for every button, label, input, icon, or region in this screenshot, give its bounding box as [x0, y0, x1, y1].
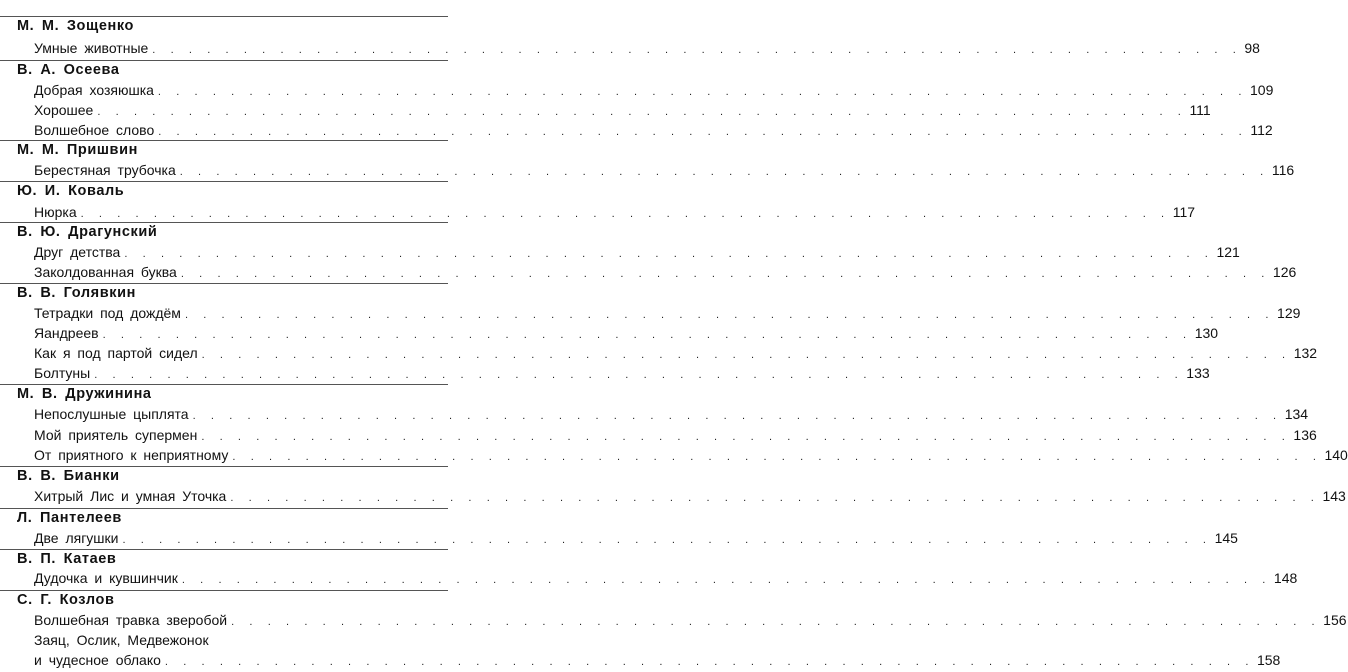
entry-title: Хитрый Лис и умная Уточка	[34, 488, 227, 504]
entry-title: Берестяная трубочка	[34, 162, 176, 178]
entry-title: Непослушные цыплята	[34, 406, 189, 422]
dot-leader	[230, 488, 1318, 508]
cut-off-row	[34, 650, 1281, 668]
entry-title: От приятного к неприятному	[34, 447, 229, 463]
entry-page: 116	[1271, 162, 1295, 178]
dot-leader	[202, 345, 1290, 365]
entry-page: 126	[1272, 264, 1297, 280]
entry-page: 130	[1194, 325, 1219, 341]
toc-entry[interactable]	[34, 160, 1295, 180]
entry-page: 140	[1324, 447, 1348, 463]
entry-title: и чудесное облако	[34, 652, 161, 668]
dot-leader	[181, 264, 1269, 284]
dot-leader	[97, 102, 1185, 122]
entry-page: 158	[1256, 652, 1281, 668]
dot-leader	[185, 305, 1273, 325]
dot-leader	[158, 122, 1246, 142]
toc-entry[interactable]	[34, 303, 1301, 323]
toc-entry[interactable]	[34, 100, 1211, 120]
entry-title: Тетрадки под дождём	[34, 305, 181, 321]
dot-leader	[103, 325, 1191, 345]
toc-entry[interactable]	[34, 445, 1348, 465]
toc-entry[interactable]	[34, 528, 1238, 548]
dot-leader	[81, 204, 1169, 224]
entry-title: Умные животные	[34, 40, 149, 56]
dot-leader	[122, 530, 1210, 550]
toc-entry[interactable]	[34, 202, 1196, 222]
author-heading: М. В. Дружинина	[0, 384, 448, 405]
dot-leader	[94, 365, 1182, 385]
toc-entry[interactable]	[34, 363, 1210, 383]
dot-leader	[182, 570, 1270, 590]
entry-title: Как я под партой сидел	[34, 345, 198, 361]
entry-page: 134	[1284, 406, 1309, 422]
entry-page: 133	[1186, 365, 1210, 381]
toc-entry[interactable]	[34, 486, 1346, 506]
entry-page: 145	[1214, 530, 1238, 546]
entry-title: Яандреев	[34, 325, 99, 341]
entry-title: Заколдованная буква	[34, 264, 177, 280]
dot-leader	[152, 40, 1240, 60]
entry-title: Нюрка	[34, 204, 77, 220]
author-heading: В. А. Осеева	[0, 60, 448, 81]
entry-page: 111	[1189, 102, 1211, 118]
toc-entry[interactable]	[34, 343, 1318, 363]
dot-leader	[231, 612, 1319, 632]
toc-entry[interactable]	[34, 242, 1240, 262]
dot-leader	[193, 406, 1281, 426]
toc-entry[interactable]	[34, 568, 1298, 588]
dot-leader	[180, 162, 1268, 182]
author-heading: Л. Пантелеев	[0, 508, 448, 529]
toc-entry[interactable]	[34, 262, 1297, 282]
author-heading: В. Ю. Драгунский	[0, 222, 448, 243]
toc-entry-title-line[interactable]: Заяц, Ослик, Медвежонок	[34, 632, 209, 648]
entry-page: 156	[1323, 612, 1347, 628]
toc-entry[interactable]	[34, 610, 1347, 630]
author-heading: В. В. Голявкин	[0, 283, 448, 304]
author-heading: М. М. Зощенко	[0, 16, 448, 37]
entry-title: Дудочка и кувшинчик	[34, 570, 178, 586]
entry-page: 112	[1250, 122, 1273, 138]
toc-entry[interactable]	[34, 425, 1317, 445]
author-heading: С. Г. Козлов	[0, 590, 448, 611]
entry-title: Волшебное слово	[34, 122, 155, 138]
entry-title: Друг детства	[34, 244, 121, 260]
entry-title: Волшебная травка зверобой	[34, 612, 228, 628]
dot-leader	[232, 447, 1320, 467]
author-heading: В. В. Бианки	[0, 466, 448, 487]
toc-entry[interactable]	[34, 120, 1273, 140]
toc-entry[interactable]	[34, 650, 1281, 670]
entry-title: Хорошее	[34, 102, 94, 118]
entry-page: 148	[1273, 570, 1298, 586]
toc-entry[interactable]	[34, 404, 1309, 424]
entry-page: 117	[1172, 204, 1196, 220]
dot-leader	[201, 427, 1289, 447]
entry-page: 136	[1293, 427, 1317, 443]
entry-page: 98	[1244, 40, 1260, 56]
author-heading: Ю. И. Коваль	[0, 181, 448, 202]
entry-title: Две лягушки	[34, 530, 119, 546]
dot-leader	[165, 652, 1253, 672]
entry-title: Болтуны	[34, 365, 91, 381]
toc-entry[interactable]	[34, 80, 1274, 100]
author-heading: В. П. Катаев	[0, 549, 448, 570]
entry-title: Добрая хозяюшка	[34, 82, 154, 98]
dot-leader	[158, 82, 1246, 102]
entry-page: 109	[1250, 82, 1274, 98]
entry-page: 129	[1277, 305, 1301, 321]
toc-entry[interactable]	[34, 323, 1219, 343]
author-heading: М. М. Пришвин	[0, 140, 448, 161]
entry-page: 143	[1322, 488, 1346, 504]
dot-leader	[124, 244, 1212, 264]
entry-title: Мой приятель супермен	[34, 427, 198, 443]
entry-page: 132	[1293, 345, 1318, 361]
entry-page: 121	[1216, 244, 1240, 260]
toc-entry[interactable]	[34, 38, 1260, 58]
